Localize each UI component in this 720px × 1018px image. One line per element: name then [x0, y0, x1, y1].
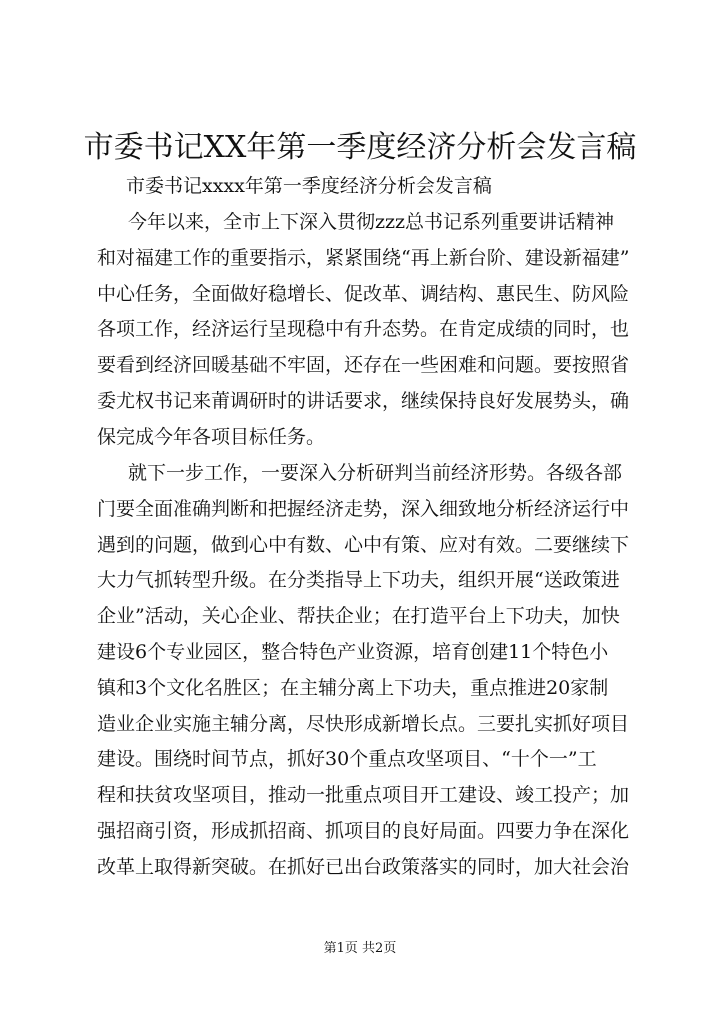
paragraph-2 — [97, 456, 637, 886]
paragraph-line: 中心任务，全面做好稳增长、促改革、调结构、惠民生、防风险 — [97, 282, 630, 305]
paragraph-line: 建设6个专业园区，整合特色产业资源，培育创建11个特色小 — [97, 640, 609, 663]
page-footer: 第1页 共2页 — [323, 941, 397, 956]
paragraph-1 — [97, 205, 637, 456]
paragraph-line: 企业”活动，关心企业、帮扶企业；在打造平台上下功夫，加快 — [97, 605, 620, 628]
paragraph-line: 遇到的问题，做到心中有数、心中有策、应对有效。二要继续下 — [97, 533, 630, 556]
paragraph-line: 改革上取得新突破。在抓好已出台政策落实的同时，加大社会治 — [97, 855, 630, 878]
document-title: 市委书记XX年第一季度经济分析会发言稿 — [83, 130, 637, 165]
paragraph-line: 就下一步工作，一要深入分析研判当前经济形势。各级各部 — [128, 462, 623, 484]
paragraph-line: 门要全面准确判断和把握经济走势，深入细致地分析经济运行中 — [97, 497, 630, 520]
document-subtitle: 市委书记xxxx年第一季度经济分析会发言稿 — [126, 175, 492, 197]
paragraph-line: 程和扶贫攻坚项目，推动一批重点项目开工建设、竣工投产；加 — [97, 784, 630, 807]
paragraph-line: 镇和3个文化名胜区；在主辅分离上下功夫，重点推进20家制 — [97, 676, 609, 699]
paragraph-line: 大力气抓转型升级。在分类指导上下功夫，组织开展“送政策进 — [97, 569, 620, 592]
paragraph-line: 建设。围绕时间节点，抓好30个重点攻坚项目、“十个一”工 — [97, 748, 597, 771]
paragraph-line: 今年以来，全市上下深入贯彻zzz总书记系列重要讲话精神 — [128, 211, 615, 233]
paragraph-line: 造业企业实施主辅分离，尽快形成新增长点。三要扎实抓好项目 — [97, 712, 630, 735]
paragraph-line: 各项工作，经济运行呈现稳中有升态势。在肯定成绩的同时，也 — [97, 318, 630, 341]
paragraph-line: 保完成今年各项目标任务。 — [97, 425, 326, 448]
paragraph-line: 和对福建工作的重要指示，紧紧围绕“再上新台阶、建设新福建” — [97, 246, 630, 269]
paragraph-line: 委尤权书记来莆调研时的讲话要求，继续保持良好发展势头，确 — [97, 389, 630, 412]
paragraph-line: 要看到经济回暖基础不牢固，还存在一些困难和问题。要按照省 — [97, 354, 630, 377]
paragraph-line: 强招商引资，形成抓招商、抓项目的良好局面。四要力争在深化 — [97, 819, 630, 842]
